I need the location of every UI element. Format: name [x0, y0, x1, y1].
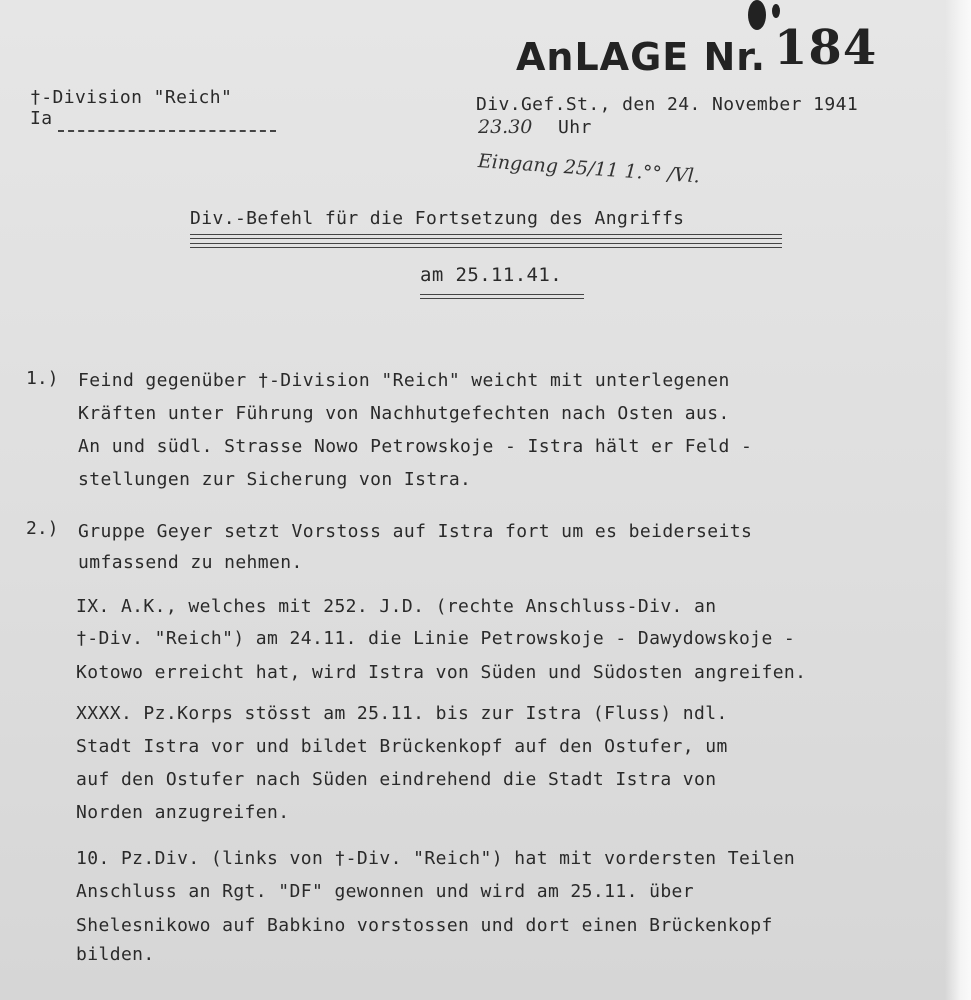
paragraph-line: stellungen zur Sicherung von Istra.: [78, 469, 472, 490]
header-unit: †-Division "Reich": [30, 87, 233, 108]
paragraph-line: umfassend zu nehmen.: [78, 552, 303, 573]
subparagraph-line: Shelesnikowo auf Babkino vorstossen und dort einen Brückenkopf: [76, 915, 773, 936]
title-double-underline: [190, 234, 782, 239]
paragraph-line: Feind gegenüber †-Division "Reich" weicht mit unterlegenen: [78, 370, 730, 391]
date-double-underline: [420, 294, 584, 299]
paragraph-number: 2.): [26, 518, 59, 539]
header-receipt-note: Eingang 25/11 1.°° /Vl.: [477, 150, 701, 188]
subparagraph-line: XXXX. Pz.Korps stösst am 25.11. bis zur Istra (Fluss) ndl.: [76, 703, 728, 724]
subparagraph-line: bilden.: [76, 944, 155, 965]
subparagraph-line: Stadt Istra vor und bildet Brückenkopf auf den Ostufer, um: [76, 736, 728, 757]
header-location-date: Div.Gef.St., den 24. November 1941: [476, 94, 859, 115]
subparagraph-line: 10. Pz.Div. (links von †-Div. "Reich") hat mit vordersten Teilen: [76, 848, 796, 869]
header-time-unit: Uhr: [558, 117, 592, 138]
page-edge: [945, 0, 971, 1000]
paragraph-line: Kräften unter Führung von Nachhutgefechten nach Osten aus.: [78, 403, 730, 424]
paragraph-line: Gruppe Geyer setzt Vorstoss auf Istra fort um es beiderseits: [78, 521, 753, 542]
order-title: Div.-Befehl für die Fortsetzung des Angriffs: [190, 208, 685, 229]
title-double-underline-2: [190, 243, 782, 248]
subparagraph-line: Norden anzugreifen.: [76, 802, 290, 823]
subparagraph-line: Anschluss an Rgt. "DF" gewonnen und wird am 25.11. über: [76, 881, 695, 902]
annex-stamp: [516, 20, 878, 82]
subparagraph-line: Kotowo erreicht hat, wird Istra von Süden und Südosten angreifen.: [76, 662, 807, 683]
paragraph-line: An und südl. Strasse Nowo Petrowskoje - Istra hält er Feld -: [78, 436, 753, 457]
subparagraph-line: auf den Ostufer nach Süden eindrehend die Stadt Istra von: [76, 769, 717, 790]
section-underline: [58, 130, 276, 132]
annex-stamp-number: 184: [774, 20, 878, 76]
annex-stamp-label: AnLAGE Nr.: [516, 35, 767, 79]
paragraph-number: 1.): [26, 368, 59, 389]
header-section: Ia: [30, 108, 53, 129]
header-time-handwritten: 23.30: [478, 116, 533, 138]
ink-blot: [748, 0, 766, 30]
ink-blot: [772, 4, 780, 18]
order-date: am 25.11.41.: [420, 264, 563, 286]
subparagraph-line: IX. A.K., welches mit 252. J.D. (rechte Anschluss-Div. an: [76, 596, 717, 617]
subparagraph-line: †-Div. "Reich") am 24.11. die Linie Petrowskoje - Dawydowskoje -: [76, 628, 796, 649]
